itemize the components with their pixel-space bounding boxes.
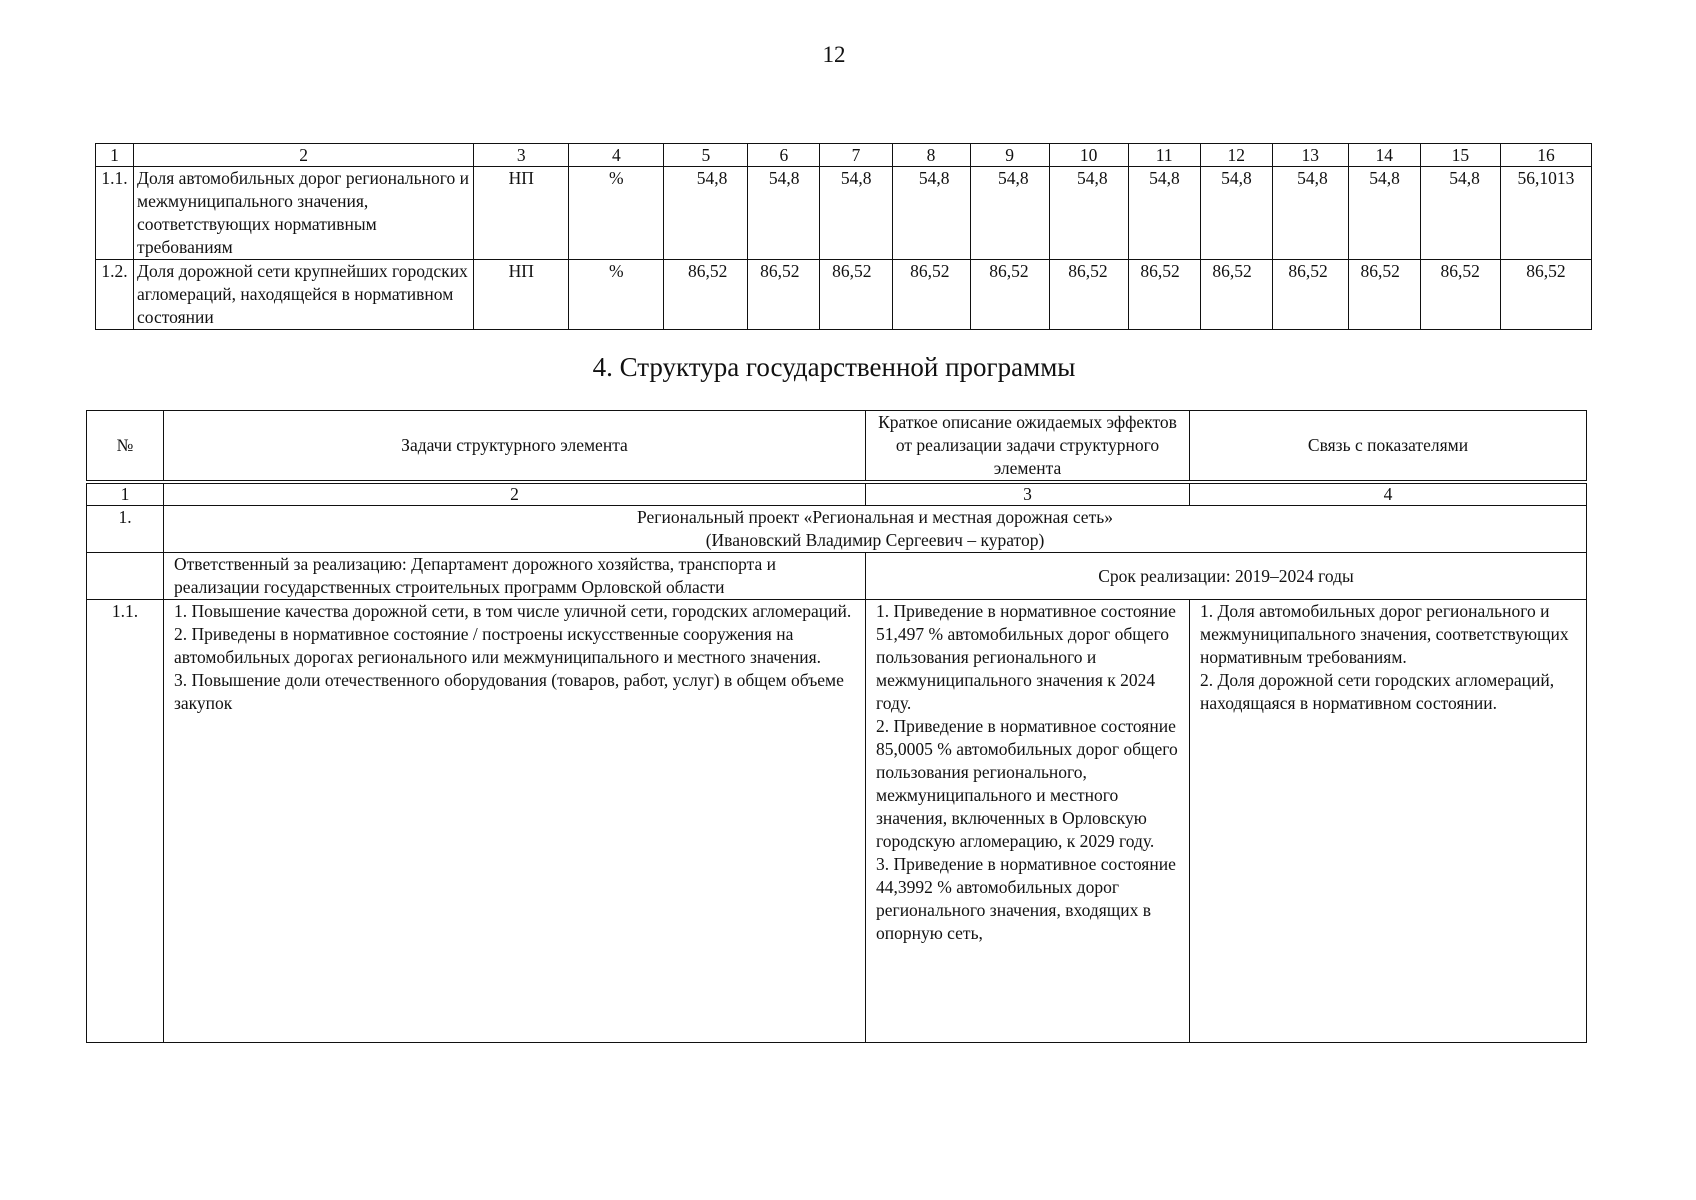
column-number: 7 [820, 144, 892, 167]
indicator-value: 54,8 [970, 167, 1049, 260]
column-number: 11 [1128, 144, 1200, 167]
indicator-value: 86,52 [1348, 260, 1420, 330]
indicator-value: 86,52 [1420, 260, 1500, 330]
column-number: 3 [866, 484, 1190, 506]
header-tasks: Задачи структурного элемента [164, 411, 866, 481]
links-cell [1190, 600, 1587, 1043]
indicator-value: 54,8 [820, 167, 892, 260]
indicator-row [96, 260, 1592, 330]
indicator-unit: % [569, 167, 664, 260]
indicator-number: 1.2. [96, 260, 134, 330]
column-number: 14 [1348, 144, 1420, 167]
column-number: 2 [164, 484, 866, 506]
indicator-unit: % [569, 260, 664, 330]
section-title: 4. Структура государственной программы [592, 352, 1076, 382]
column-number: 9 [970, 144, 1049, 167]
page-number: 12 [822, 42, 846, 67]
task-item: 1. Повышение качества дорожной сети, в том числе уличной сети, городских агломераций. [174, 601, 852, 621]
indicator-value: 54,8 [748, 167, 820, 260]
structure-header-row [87, 411, 1587, 481]
responsible-row [87, 553, 1587, 600]
empty-cell [87, 553, 164, 600]
project-curator: (Ивановский Владимир Сергеевич – куратор) [705, 530, 1045, 550]
link-item: 2. Доля дорожной сети городских агломераций, находящаяся в нормативном состоянии. [1200, 670, 1555, 713]
tasks-cell [164, 600, 866, 1043]
effect-item: 3. Приведение в нормативное состояние 44,3992 % автомобильных дорог регионального значения, входящих в опорную сеть, [876, 854, 1176, 943]
indicator-value: 86,52 [892, 260, 970, 330]
column-number: 1 [87, 484, 164, 506]
indicator-value: 86,52 [1200, 260, 1272, 330]
project-number: 1. [87, 506, 164, 553]
indicator-type: НП [474, 167, 569, 260]
project-row [87, 506, 1587, 553]
indicator-value: 86,52 [1128, 260, 1200, 330]
task-item: 2. Приведены в нормативное состояние / построены искусственные сооружения на автомобильных дорогах регионального или межмуниципального и местного значения. [174, 624, 822, 667]
indicator-type: НП [474, 260, 569, 330]
column-number: 5 [664, 144, 748, 167]
indicator-value: 54,8 [892, 167, 970, 260]
header-link: Связь с показателями [1190, 411, 1587, 481]
indicator-value: 54,8 [1128, 167, 1200, 260]
column-number: 1 [96, 144, 134, 167]
indicator-name: Доля дорожной сети крупнейших городских агломераций, находящейся в нормативном состоянии [134, 260, 474, 330]
indicator-value: 54,8 [1049, 167, 1128, 260]
indicator-value: 86,52 [970, 260, 1049, 330]
column-number: 4 [569, 144, 664, 167]
project-title: Региональный проект «Региональная и местная дорожная сеть» [637, 507, 1113, 527]
effects-cell [866, 600, 1190, 1043]
column-number: 16 [1500, 144, 1591, 167]
indicator-row [96, 167, 1592, 260]
column-number: 2 [134, 144, 474, 167]
column-number-row [87, 484, 1587, 506]
indicator-name: Доля автомобильных дорог регионального и межмуниципального значения, соответствующих нормативным требованиям [134, 167, 474, 260]
project-cell [164, 506, 1587, 553]
structure-table [86, 410, 1587, 1043]
task-item: 3. Повышение доли отечественного оборудования (товаров, работ, услуг) в общем объеме закупок [174, 670, 844, 713]
column-number: 10 [1049, 144, 1128, 167]
indicator-value: 86,52 [820, 260, 892, 330]
task-number: 1.1. [87, 600, 164, 1043]
column-number: 13 [1272, 144, 1348, 167]
column-number: 4 [1190, 484, 1587, 506]
responsible-text: Ответственный за реализацию: Департамент дорожного хозяйства, транспорта и реализации государственных строительных программ Орловской области [164, 553, 866, 600]
indicator-value: 54,8 [1420, 167, 1500, 260]
task-row [87, 600, 1587, 1043]
effect-item: 2. Приведение в нормативное состояние 85,0005 % автомобильных дорог общего пользования регионального, межмуниципального и местного значения, включенных в Орловскую городскую агломерацию, к 2029 году. [876, 716, 1178, 851]
column-number: 12 [1200, 144, 1272, 167]
column-number: 6 [748, 144, 820, 167]
header-number: № [87, 411, 164, 481]
column-number: 3 [474, 144, 569, 167]
indicator-value: 54,8 [1200, 167, 1272, 260]
link-item: 1. Доля автомобильных дорог регионального и межмуниципального значения, соответствующих нормативным требованиям. [1200, 601, 1569, 667]
indicator-value: 54,8 [1272, 167, 1348, 260]
indicator-value: 86,52 [664, 260, 748, 330]
indicator-value: 86,52 [748, 260, 820, 330]
indicators-table [95, 143, 1592, 330]
column-number-row [96, 144, 1592, 167]
indicator-value: 56,1013 [1500, 167, 1591, 260]
effect-item: 1. Приведение в нормативное состояние 51,497 % автомобильных дорог общего пользования регионального и межмуниципального значения к 2024 году. [876, 601, 1176, 713]
indicator-value: 54,8 [1348, 167, 1420, 260]
indicator-value: 86,52 [1500, 260, 1591, 330]
implementation-period: Срок реализации: 2019–2024 годы [866, 553, 1587, 600]
column-number: 15 [1420, 144, 1500, 167]
indicator-number: 1.1. [96, 167, 134, 260]
indicator-value: 86,52 [1272, 260, 1348, 330]
header-effects: Краткое описание ожидаемых эффектов от реализации задачи структурного элемента [866, 411, 1190, 481]
column-number: 8 [892, 144, 970, 167]
indicator-value: 86,52 [1049, 260, 1128, 330]
indicator-value: 54,8 [664, 167, 748, 260]
